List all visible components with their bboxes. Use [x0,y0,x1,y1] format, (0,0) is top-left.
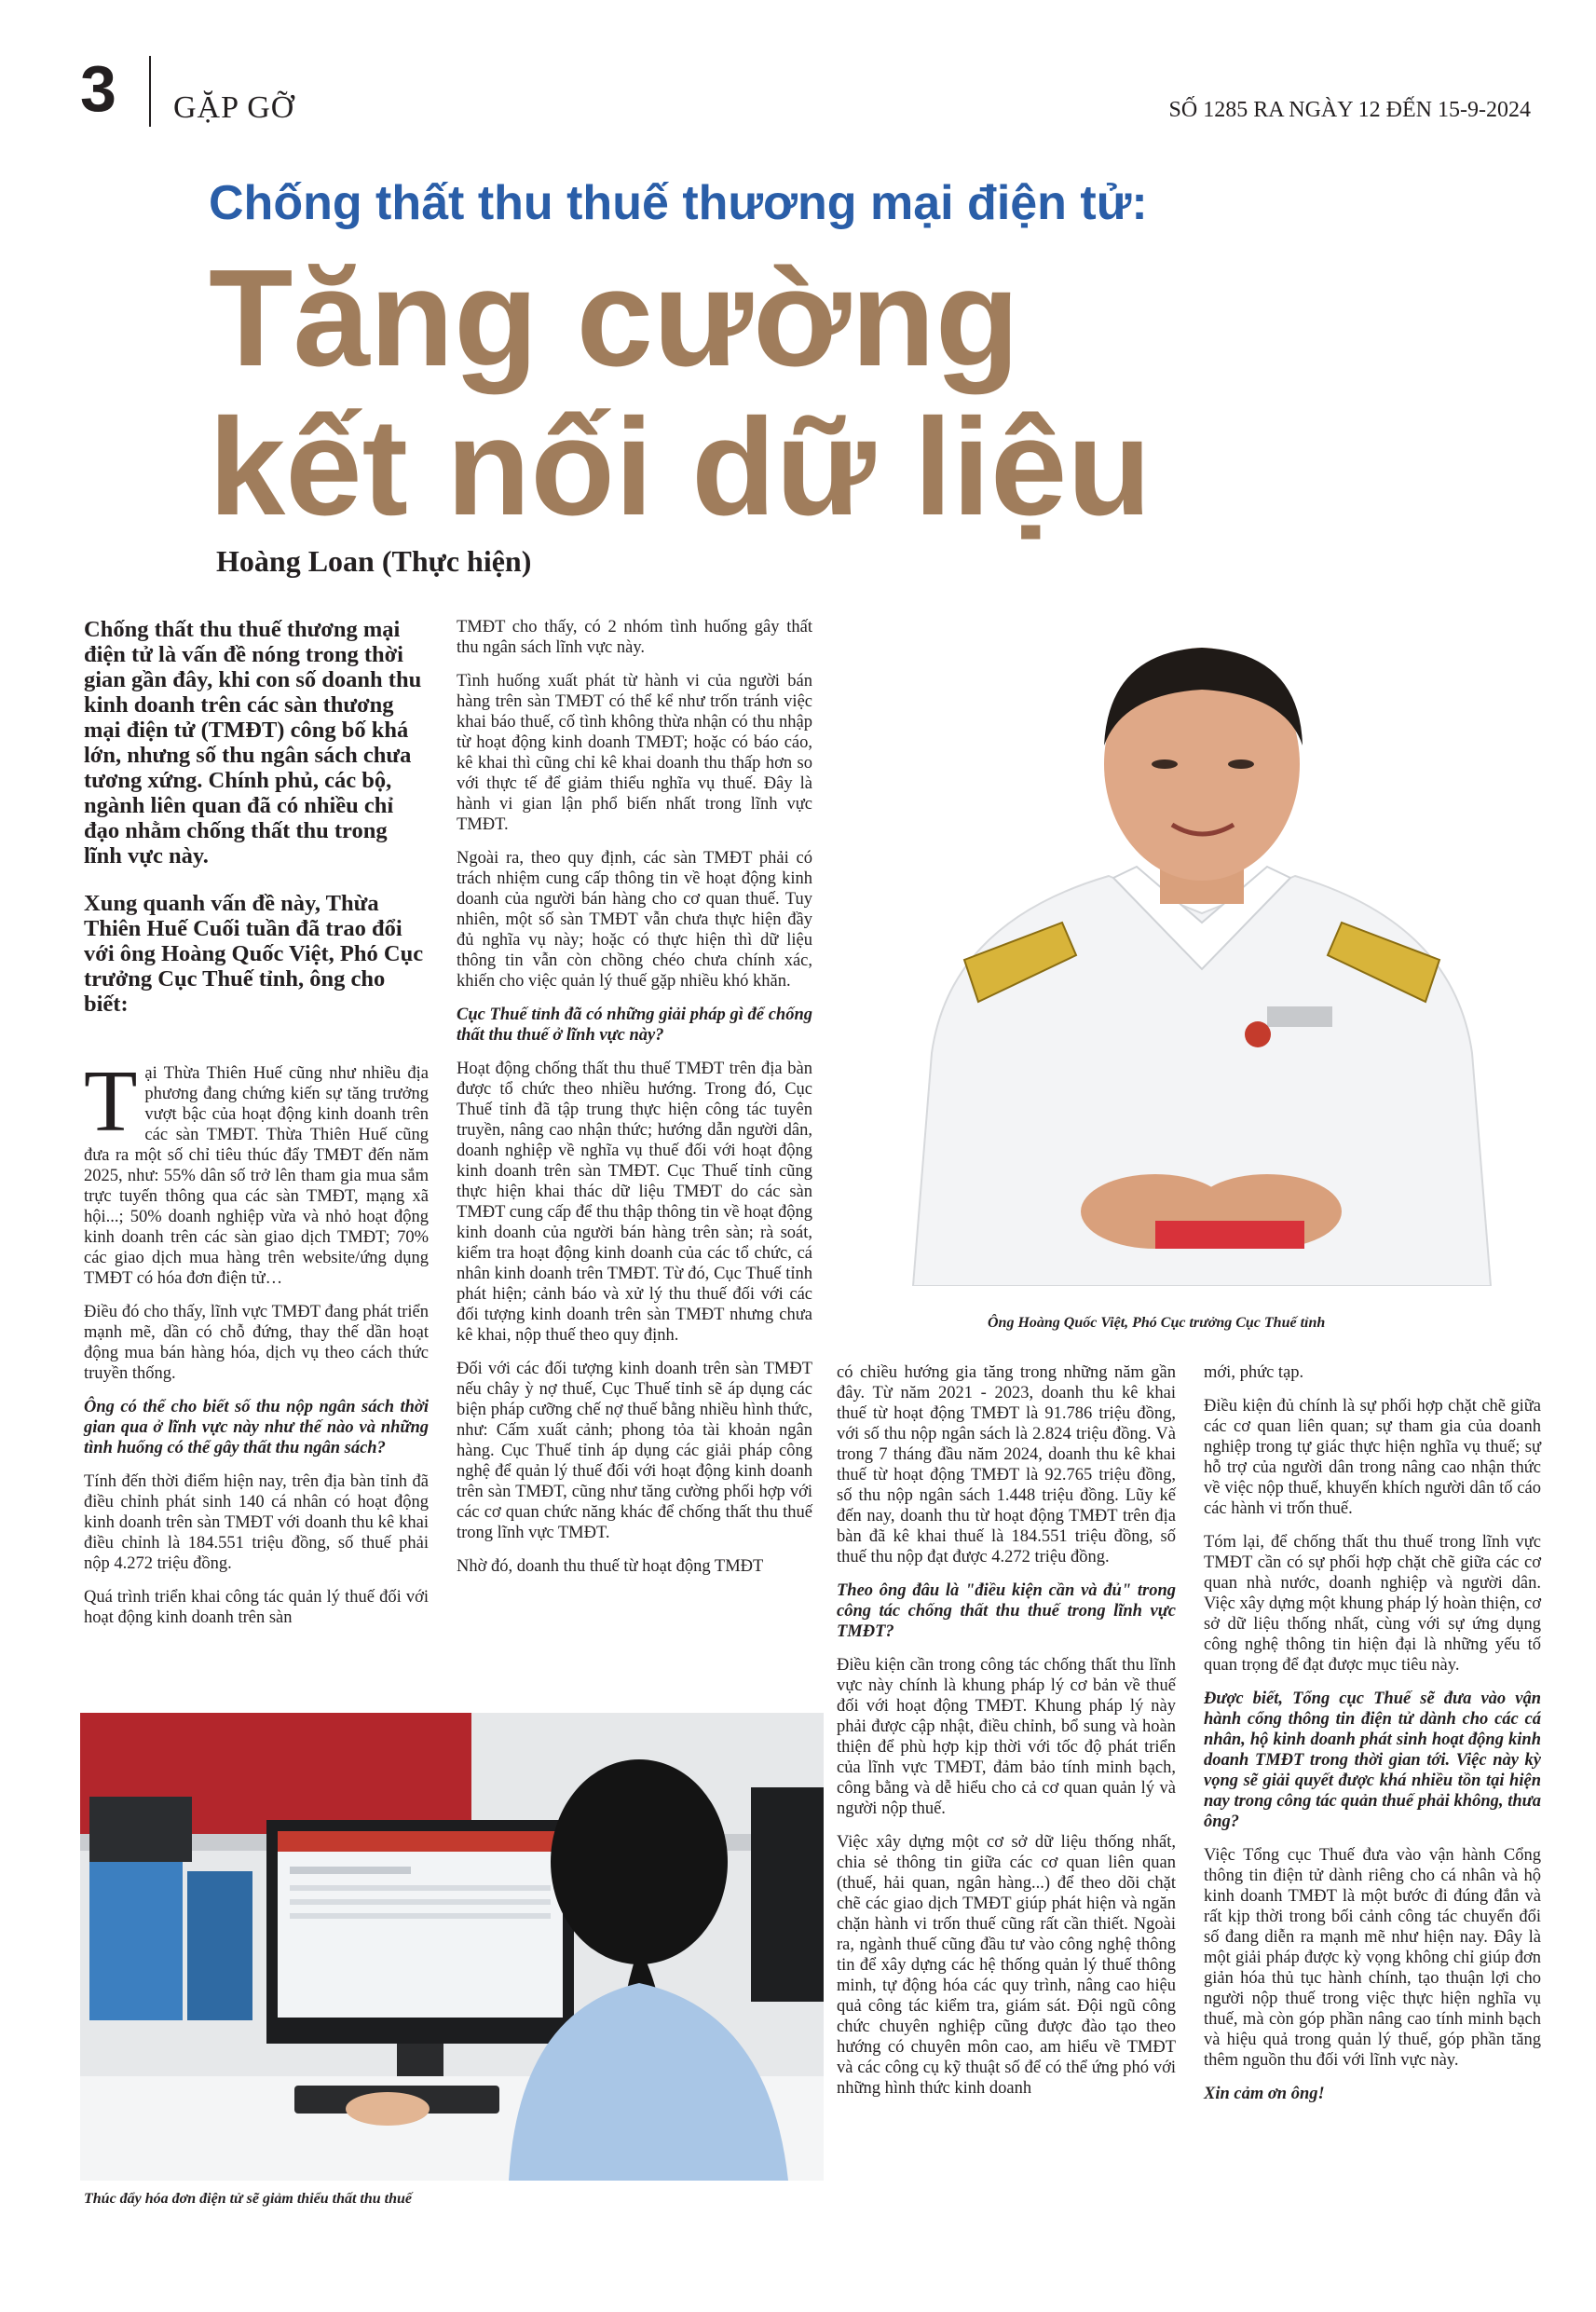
body-paragraph: Hoạt động chống thất thu thuế TMĐT trên địa bàn được tổ chức theo nhiều hướng. Trong đó, Cục Thuế tỉnh đã tập trung thực hiện công tác tuyên truyền, nâng cao nhận thức; hướng dẫn người dân, doanh nghiệp về nghĩa vụ thuế đối với hoạt động kinh doanh trên sàn TMĐT. Cục Thuế tỉnh cũng thực hiện khai thác dữ liệu TMĐT do các sàn TMĐT cung cấp để thu thập thông tin về hoạt động kinh doanh của người bán hàng trên sàn; rà soát, kiểm tra hoạt động kinh doanh của các tổ chức, cá nhân kinh doanh trên TMĐT. Từ đó, Cục Thuế tỉnh phát hiện; cảnh báo và xử lý thu thuế đối với các đối tượng kinh doanh trên sàn TMĐT nhưng chưa kê khai, nộp thuế theo quy định. [457,1060,812,1345]
lead-paragraph: Xung quanh vấn đề này, Thừa Thiên Huế Cuối tuần đã trao đổi với ông Hoàng Quốc Việt, Phó Cục trưởng Cục Thuế tỉnh, ông cho biết: [84,891,424,1017]
body-paragraph: Nhờ đó, doanh thu thuế từ hoạt động TMĐT [457,1557,764,1576]
portrait-caption: Ông Hoàng Quốc Việt, Phó Cục trưởng Cục Thuế tỉnh [988,1315,1326,1331]
portrait-photo [876,615,1528,1286]
body-paragraph: Tính đến thời điểm hiện nay, trên địa bàn tỉnh đã điều chỉnh phát sinh 140 cá nhân có hoạt động kinh doanh trên sàn TMĐT với doanh thu kê khai điều chỉnh là 184.551 triệu đồng, số thuế phải nộp 4.272 triệu đồng. [84,1472,429,1573]
page-number: 3 [80,52,116,125]
article-byline: Hoàng Loan (Thực hiện) [216,544,532,578]
body-paragraph: mới, phức tạp. [1204,1363,1304,1382]
issue-info: SỐ 1285 RA NGÀY 12 ĐẾN 15-9-2024 [1168,98,1531,122]
article-kicker: Chống thất thu thuế thương mại điện tử: [209,176,1148,230]
body-paragraph: Điều kiện cần trong công tác chống thất thu lĩnh vực này chính là khung pháp lý cơ bản về thuế đối với hoạt động TMĐT. Khung pháp lý này phải được cập nhật, điều chỉnh, bổ sung và hoàn thiện để phù hợp kịp thời với tốc độ phát triển của lĩnh vực TMĐT, đảm bảo tính minh bạch, công bằng và dễ hiểu cho cả cơ quan quản lý và người nộp thuế. [837,1656,1176,1818]
body-paragraph: Ngoài ra, theo quy định, các sàn TMĐT phải có trách nhiệm cung cấp thông tin về hoạt động kinh doanh của người bán hàng cho cơ quan thuế. Tuy nhiên, một số sàn TMĐT vẫn chưa thực hiện đầy đủ nghĩa vụ này; hoặc có thực hiện thì dữ liệu thông tin vẫn còn chồng chéo chưa chính xác, khiến cho việc quản lý thuế gặp nhiều khó khăn. [457,849,812,991]
office-illustration [80,1713,824,2181]
body-paragraph: Tóm lại, để chống thất thu thuế trong lĩnh vực TMĐT cần có sự phối hợp chặt chẽ giữa các cơ quan nhà nước, doanh nghiệp và người dân. Việc xây dựng một khung pháp lý hoàn thiện, cơ sở dữ liệu thống nhất, cùng với sự ứng dụng công nghệ thông tin hiện đại là những yếu tố quan trọng để đạt được mục tiêu này. [1204,1533,1541,1675]
lead-paragraph: Chống thất thu thuế thương mại điện tử là vấn đề nóng trong thời gian gần đây, khi con số doanh thu kinh doanh trên các sàn thương mại điện tử (TMĐT) công bố khá lớn, nhưng số thu ngân sách chưa tương xứng. Chính phủ, các bộ, ngành liên quan đã có nhiều chỉ đạo nhằm chống thất thu trong lĩnh vực này. [84,617,422,869]
portrait-illustration [876,615,1528,1286]
column-2 [457,617,812,1590]
body-paragraph: Việc Tổng cục Thuế đưa vào vận hành Cổng thông tin điện tử dành riêng cho cá nhân và hộ kinh doanh TMĐT là một bước đi đúng đắn và rất kịp thời trong bối cảnh công tác chuyển đổi số đang diễn ra mạnh mẽ như hiện nay. Đây là một giải pháp được kỳ vọng không chỉ giúp đơn giản hóa thủ tục hành chính, tạo thuận lợi cho người nộp thuế trong việc thực hiện nghĩa vụ thuế, mà còn góp phần nâng cao tính minh bạch và hiệu quả trong quản lý thuế, góp phần tăng thêm nguồn thu đối với lĩnh vực này. [1204,1846,1541,2070]
body-paragraph: Điều đó cho thấy, lĩnh vực TMĐT đang phát triển mạnh mẽ, dần có chỗ đứng, thay thế dần hoạt động mua bán hàng hóa, dịch vụ theo cách thức truyền thống. [84,1303,429,1383]
section-label: GẶP GỠ [173,90,295,125]
interview-question: Được biết, Tổng cục Thuế sẽ đưa vào vận hành cổng thông tin điện tử dành cho các cá nhân, hộ kinh doanh phát sinh hoạt động kinh doanh TMĐT trong thời gian tới. Việc này kỳ vọng sẽ giải quyết được khá nhiều tồn tại hiện nay trong công tác quản thuế phải không, thưa ông? [1204,1690,1541,1831]
body-paragraph: Tại Thừa Thiên Huế cũng như nhiều địa phương đang chứng kiến sự tăng trưởng vượt bậc của hoạt động kinh doanh trên các sàn TMĐT. Thừa Thiên Huế cũng đưa ra một số chỉ tiêu thúc đẩy TMĐT đến năm 2025, như: 55% dân số trở lên tham gia mua sắm trực tuyến thông qua các sàn TMĐT, mạng xã hội...; 50% doanh nghiệp vừa và nhỏ hoạt động kinh doanh trên các sàn giao dịch TMĐT; 70% các giao dịch mua hàng trên website/ứng dụng TMĐT có hóa đơn điện tử… [84,1053,429,1288]
header-divider [149,56,151,127]
body-paragraph: TMĐT cho thấy, có 2 nhóm tình huống gây thất thu ngân sách lĩnh vực này. [457,618,812,657]
drop-cap: T [84,1053,138,1150]
body-paragraph: có chiều hướng gia tăng trong những năm gần đây. Từ năm 2021 - 2023, doanh thu kê khai thuế từ hoạt động TMĐT là 91.786 triệu đồng, với số thu nộp ngân sách là 2.824 triệu đồng. Và trong 7 tháng đầu năm 2024, doanh thu kê khai thuế từ hoạt động TMĐT là 92.765 triệu đồng, số thu nộp ngân sách 1.448 triệu đồng. Lũy kế đến nay, doanh thu từ hoạt động TMĐT trên địa bàn đã kê khai thuế là 184.551 triệu đồng, số thuế thu nộp đạt được 4.272 triệu đồng. [837,1363,1176,1566]
office-caption: Thúc đẩy hóa đơn điện tử sẽ giảm thiểu thất thu thuế [84,2191,413,2207]
body-paragraph: Đối với các đối tượng kinh doanh trên sàn TMĐT nếu chây ỳ nợ thuế, Cục Thuế tỉnh sẽ áp dụng các biện pháp cưỡng chế nợ thuế bằng nhiều hình thức, như: Cấm xuất cảnh; phong tỏa tài khoản ngân hàng. Cục Thuế tỉnh áp dụng các giải pháp công nghệ để quản lý thuế đối với hoạt động kinh doanh trên sàn TMĐT, cũng như tăng cường phối hợp với các cơ quan chức năng khác để chống thất thu thuế trong lĩnh vực TMĐT. [457,1360,812,1542]
column-1 [84,617,429,1641]
body-paragraph: Việc xây dựng một cơ sở dữ liệu thống nhất, chia sẻ thông tin giữa các cơ quan liên quan (thuế, hải quan, ngân hàng...) để theo dõi chặt chẽ các giao dịch TMĐT giúp phát hiện và ngăn chặn hành vi trốn thuế cũng rất cần thiết. Ngoài ra, ngành thuế cũng đầu tư vào công nghệ thông tin để xây dựng các hệ thống quản lý thuế thông minh, tự động hóa các quy trình, nâng cao hiệu quả công tác kiểm tra, giám sát. Đội ngũ công chức chuyên nghiệp cũng được đào tạo theo hướng có chuyên môn cao, am hiểu về TMĐT và các công cụ kỹ thuật số để có thể ứng phó với những hình thức kinh doanh [837,1833,1176,2098]
body-paragraph: Tình huống xuất phát từ hành vi của người bán hàng trên sàn TMĐT có thể kể như trốn tránh việc khai báo thuế, cố tình không thừa nhận có thu nhập từ hoạt động kinh doanh TMĐT; hoặc có báo cáo, kê khai thì cũng chỉ kê khai doanh thu thấp hơn so với thực tế để giảm thiểu nghĩa vụ thuế. Đây là hành vi gian lận phổ biến nhất trong lĩnh vực TMĐT. [457,672,812,834]
interview-question: Theo ông đâu là "điều kiện cần và đủ" trong công tác chống thất thu thuế trong lĩnh vực TMĐT? [837,1581,1176,1641]
article-lead [84,617,429,1017]
column-4 [1204,1362,1541,2117]
interview-question: Ông có thể cho biết số thu nộp ngân sách thời gian qua ở lĩnh vực này như thế nào và những tình huống có thể gây thất thu ngân sách? [84,1398,429,1457]
body-paragraph: Quá trình triển khai công tác quản lý thuế đối với hoạt động kinh doanh trên sàn [84,1588,429,1627]
interview-closing: Xin cảm ơn ông! [1204,2085,1325,2103]
article-headline: Tăng cường kết nối dữ liệu [209,241,1152,544]
office-photo [80,1713,824,2181]
interview-question: Cục Thuế tỉnh đã có những giải pháp gì để chống thất thu thuế ở lĩnh vực này? [457,1006,812,1045]
column-3 [837,1362,1176,2112]
body-paragraph: Điều kiện đủ chính là sự phối hợp chặt chẽ giữa các cơ quan liên quan; sự tham gia của doanh nghiệp trong tự giác thực hiện nghĩa vụ thuế; sự hỗ trợ của người dân trong nâng cao nhận thức về việc nộp thuế, khuyến khích người dân tố cáo các hành vi trốn thuế. [1204,1397,1541,1518]
